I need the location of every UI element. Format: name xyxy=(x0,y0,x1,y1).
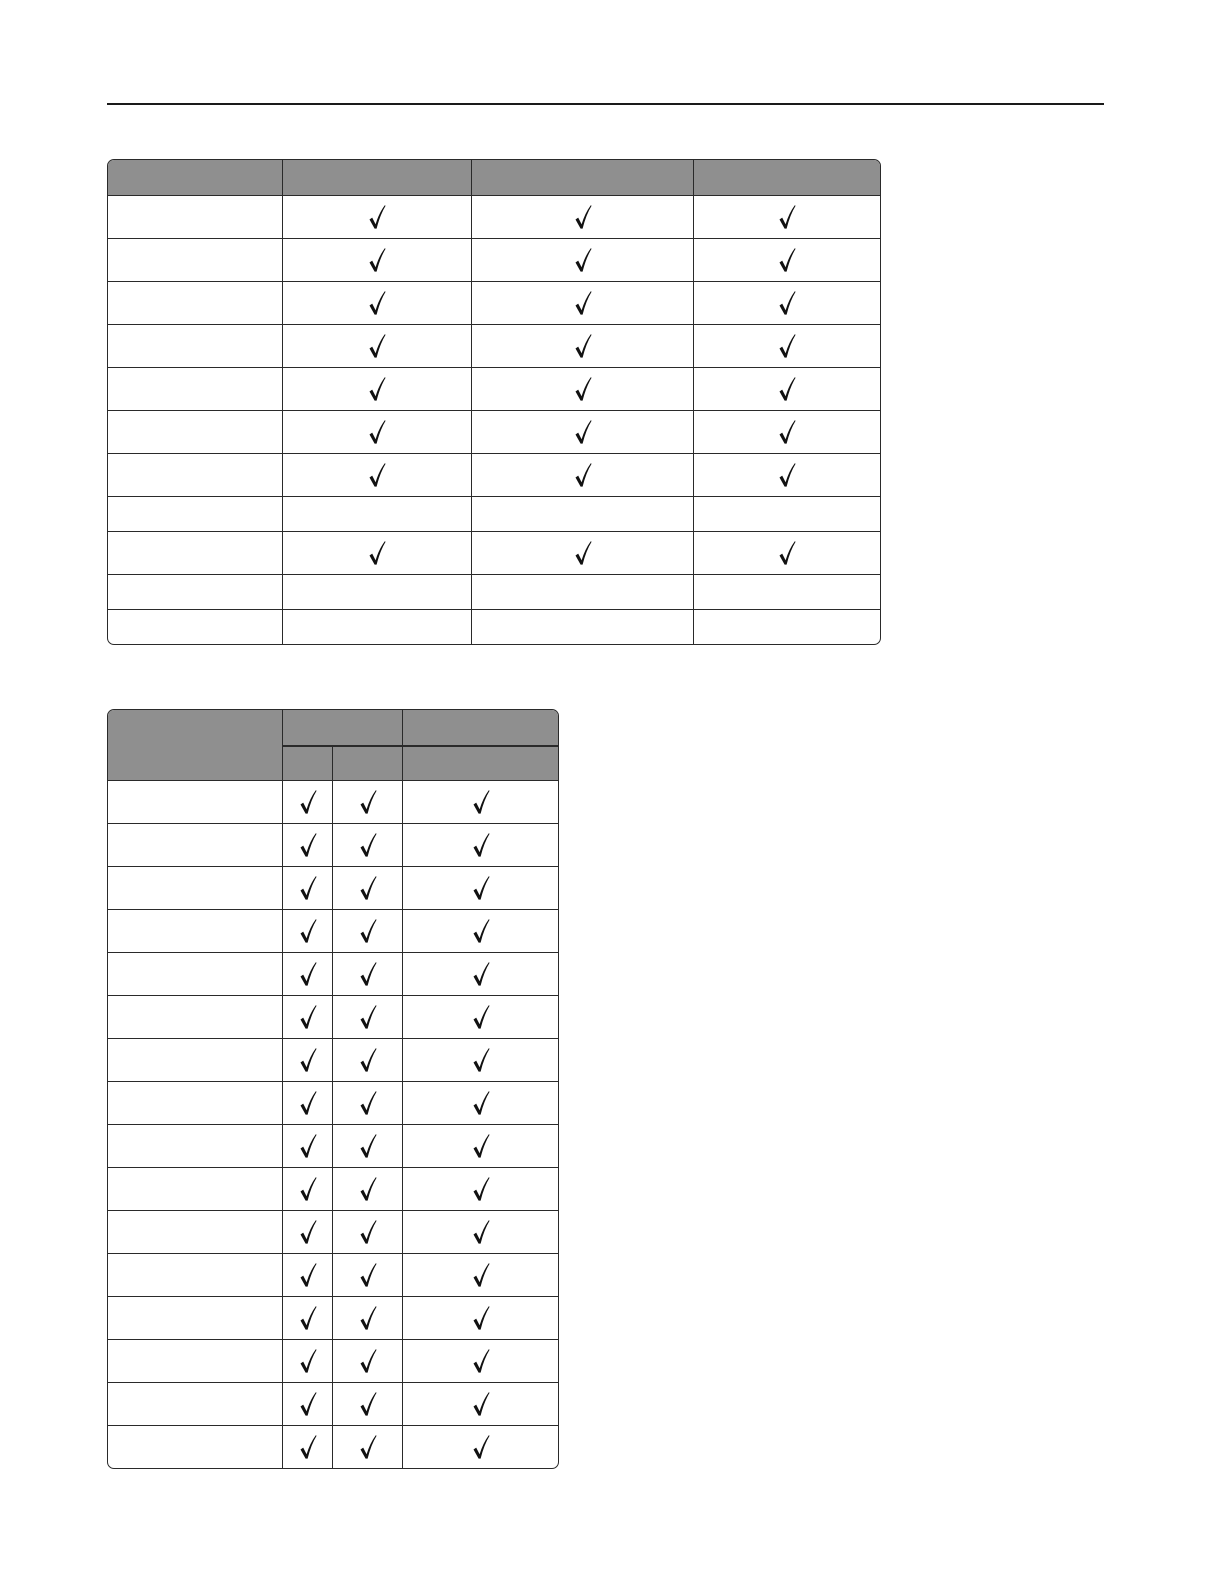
check-mark-icon xyxy=(299,1047,317,1073)
support-cell xyxy=(333,1253,403,1296)
support-cell xyxy=(283,866,333,909)
table-row xyxy=(108,780,558,823)
support-cell xyxy=(283,952,333,995)
support-table-one xyxy=(107,159,881,645)
support-cell xyxy=(333,1038,403,1081)
support-cell xyxy=(333,780,403,823)
support-cell xyxy=(472,496,694,531)
check-mark-icon xyxy=(472,1219,490,1245)
support-cell xyxy=(472,453,694,496)
check-mark-icon xyxy=(299,1391,317,1417)
row-label xyxy=(108,1339,283,1382)
table-row xyxy=(108,574,880,609)
check-mark-icon xyxy=(472,1004,490,1030)
support-cell xyxy=(403,866,558,909)
row-label xyxy=(108,1210,283,1253)
row-label xyxy=(108,324,283,367)
support-cell xyxy=(333,823,403,866)
support-cell xyxy=(283,1339,333,1382)
row-label xyxy=(108,453,283,496)
check-mark-icon xyxy=(359,1090,377,1116)
check-mark-icon xyxy=(359,961,377,987)
row-label xyxy=(108,866,283,909)
check-mark-icon xyxy=(368,419,386,445)
support-cell xyxy=(694,281,880,324)
table-row xyxy=(108,531,880,574)
row-label xyxy=(108,367,283,410)
support-cell xyxy=(472,281,694,324)
check-mark-icon xyxy=(472,918,490,944)
column-subheader xyxy=(333,745,403,780)
check-mark-icon xyxy=(472,1348,490,1374)
support-cell xyxy=(694,531,880,574)
support-table-two xyxy=(107,709,559,1469)
support-cell xyxy=(283,324,472,367)
table-row xyxy=(108,823,558,866)
check-mark-icon xyxy=(778,204,796,230)
check-mark-icon xyxy=(778,419,796,445)
row-label xyxy=(108,1253,283,1296)
check-mark-icon xyxy=(359,1047,377,1073)
check-mark-icon xyxy=(368,290,386,316)
table-row xyxy=(108,609,880,644)
column-header xyxy=(283,160,472,195)
check-mark-icon xyxy=(299,789,317,815)
support-cell xyxy=(472,410,694,453)
support-cell xyxy=(283,453,472,496)
check-mark-icon xyxy=(472,1047,490,1073)
column-header xyxy=(108,160,283,195)
check-mark-icon xyxy=(574,204,592,230)
table-row xyxy=(108,1081,558,1124)
table-row xyxy=(108,1038,558,1081)
support-cell xyxy=(403,1382,558,1425)
support-cell xyxy=(333,1210,403,1253)
row-label xyxy=(108,780,283,823)
check-mark-icon xyxy=(359,1262,377,1288)
support-cell xyxy=(694,609,880,644)
table-row xyxy=(108,324,880,367)
row-label xyxy=(108,195,283,238)
row-label xyxy=(108,1296,283,1339)
check-mark-icon xyxy=(472,832,490,858)
support-cell xyxy=(283,1296,333,1339)
table-row xyxy=(108,909,558,952)
support-cell xyxy=(403,1425,558,1468)
check-mark-icon xyxy=(359,1176,377,1202)
support-cell xyxy=(333,909,403,952)
row-label xyxy=(108,1124,283,1167)
check-mark-icon xyxy=(472,1176,490,1202)
check-mark-icon xyxy=(472,1434,490,1460)
support-cell xyxy=(283,531,472,574)
row-label xyxy=(108,574,283,609)
check-mark-icon xyxy=(299,832,317,858)
top-rule xyxy=(107,103,1104,105)
row-label xyxy=(108,238,283,281)
table-row xyxy=(108,1382,558,1425)
check-mark-icon xyxy=(359,1133,377,1159)
table-row xyxy=(108,238,880,281)
support-cell xyxy=(403,1339,558,1382)
table-row xyxy=(108,1339,558,1382)
check-mark-icon xyxy=(574,376,592,402)
support-cell xyxy=(403,995,558,1038)
table-row xyxy=(108,1210,558,1253)
check-mark-icon xyxy=(472,961,490,987)
check-mark-icon xyxy=(778,333,796,359)
check-mark-icon xyxy=(574,290,592,316)
table-row xyxy=(108,1167,558,1210)
support-cell xyxy=(694,324,880,367)
support-cell xyxy=(283,238,472,281)
table-header-row xyxy=(108,710,558,745)
support-cell xyxy=(403,1296,558,1339)
support-cell xyxy=(694,410,880,453)
support-cell xyxy=(283,1167,333,1210)
check-mark-icon xyxy=(472,789,490,815)
check-mark-icon xyxy=(359,1305,377,1331)
support-cell xyxy=(283,574,472,609)
support-cell xyxy=(472,324,694,367)
support-cell xyxy=(472,609,694,644)
table-header-row xyxy=(108,160,880,195)
table-row xyxy=(108,1296,558,1339)
support-cell xyxy=(283,780,333,823)
support-cell xyxy=(283,995,333,1038)
check-mark-icon xyxy=(574,419,592,445)
check-mark-icon xyxy=(778,376,796,402)
table-row xyxy=(108,496,880,531)
table-row xyxy=(108,995,558,1038)
check-mark-icon xyxy=(574,540,592,566)
support-cell xyxy=(403,823,558,866)
support-cell xyxy=(333,1339,403,1382)
check-mark-icon xyxy=(359,918,377,944)
support-cell xyxy=(283,195,472,238)
support-cell xyxy=(403,1038,558,1081)
support-cell xyxy=(283,1210,333,1253)
check-mark-icon xyxy=(472,1305,490,1331)
check-mark-icon xyxy=(299,1176,317,1202)
column-subheader xyxy=(283,745,333,780)
row-label xyxy=(108,1081,283,1124)
support-cell xyxy=(403,909,558,952)
check-mark-icon xyxy=(359,789,377,815)
check-mark-icon xyxy=(472,1262,490,1288)
row-label xyxy=(108,496,283,531)
row-label xyxy=(108,995,283,1038)
check-mark-icon xyxy=(359,1391,377,1417)
support-cell xyxy=(694,367,880,410)
table-row xyxy=(108,1253,558,1296)
support-cell xyxy=(283,496,472,531)
support-cell xyxy=(283,367,472,410)
check-mark-icon xyxy=(299,1305,317,1331)
row-label xyxy=(108,1038,283,1081)
check-mark-icon xyxy=(368,540,386,566)
check-mark-icon xyxy=(299,1348,317,1374)
check-mark-icon xyxy=(778,462,796,488)
support-cell xyxy=(403,780,558,823)
column-header xyxy=(472,160,694,195)
support-cell xyxy=(283,1124,333,1167)
support-cell xyxy=(283,823,333,866)
check-mark-icon xyxy=(299,918,317,944)
check-mark-icon xyxy=(472,1133,490,1159)
row-label xyxy=(108,1382,283,1425)
support-cell xyxy=(333,1425,403,1468)
support-cell xyxy=(333,952,403,995)
check-mark-icon xyxy=(359,1434,377,1460)
support-cell xyxy=(283,410,472,453)
column-header xyxy=(108,710,283,780)
check-mark-icon xyxy=(574,247,592,273)
support-cell xyxy=(403,1253,558,1296)
support-cell xyxy=(403,1081,558,1124)
check-mark-icon xyxy=(472,875,490,901)
check-mark-icon xyxy=(299,1090,317,1116)
row-label xyxy=(108,823,283,866)
support-cell xyxy=(283,1253,333,1296)
support-cell xyxy=(333,1382,403,1425)
support-cell xyxy=(283,1081,333,1124)
support-cell xyxy=(694,496,880,531)
check-mark-icon xyxy=(299,1434,317,1460)
check-mark-icon xyxy=(359,1219,377,1245)
table-row xyxy=(108,410,880,453)
support-cell xyxy=(283,1425,333,1468)
check-mark-icon xyxy=(299,1262,317,1288)
support-cell xyxy=(333,1124,403,1167)
row-label xyxy=(108,1425,283,1468)
row-label xyxy=(108,410,283,453)
check-mark-icon xyxy=(359,875,377,901)
check-mark-icon xyxy=(299,875,317,901)
table-row xyxy=(108,367,880,410)
support-cell xyxy=(472,195,694,238)
check-mark-icon xyxy=(472,1090,490,1116)
table-row xyxy=(108,1425,558,1468)
support-cell xyxy=(403,952,558,995)
check-mark-icon xyxy=(368,204,386,230)
column-group-header xyxy=(283,710,403,745)
check-mark-icon xyxy=(359,832,377,858)
check-mark-icon xyxy=(778,247,796,273)
support-cell xyxy=(283,909,333,952)
support-cell xyxy=(283,1038,333,1081)
check-mark-icon xyxy=(359,1004,377,1030)
table-row xyxy=(108,453,880,496)
support-cell xyxy=(333,1167,403,1210)
check-mark-icon xyxy=(368,462,386,488)
row-label xyxy=(108,609,283,644)
table-row xyxy=(108,952,558,995)
check-mark-icon xyxy=(299,1219,317,1245)
check-mark-icon xyxy=(368,376,386,402)
check-mark-icon xyxy=(472,1391,490,1417)
check-mark-icon xyxy=(778,540,796,566)
support-cell xyxy=(694,238,880,281)
support-cell xyxy=(333,1296,403,1339)
check-mark-icon xyxy=(778,290,796,316)
check-mark-icon xyxy=(368,247,386,273)
support-cell xyxy=(333,1081,403,1124)
support-cell xyxy=(472,238,694,281)
support-cell xyxy=(333,995,403,1038)
check-mark-icon xyxy=(299,961,317,987)
check-mark-icon xyxy=(574,333,592,359)
support-cell xyxy=(283,281,472,324)
check-mark-icon xyxy=(359,1348,377,1374)
check-mark-icon xyxy=(574,462,592,488)
row-label xyxy=(108,952,283,995)
support-cell xyxy=(283,609,472,644)
support-cell xyxy=(403,1124,558,1167)
support-cell xyxy=(472,367,694,410)
support-cell xyxy=(694,574,880,609)
check-mark-icon xyxy=(299,1004,317,1030)
column-group-header xyxy=(403,710,558,745)
row-label xyxy=(108,1167,283,1210)
check-mark-icon xyxy=(368,333,386,359)
column-subheader xyxy=(403,745,558,780)
support-cell xyxy=(694,195,880,238)
support-cell xyxy=(333,866,403,909)
row-label xyxy=(108,531,283,574)
row-label xyxy=(108,909,283,952)
support-cell xyxy=(283,1382,333,1425)
check-mark-icon xyxy=(299,1133,317,1159)
support-cell xyxy=(694,453,880,496)
table-row xyxy=(108,281,880,324)
support-cell xyxy=(403,1167,558,1210)
table-row xyxy=(108,866,558,909)
table-row xyxy=(108,195,880,238)
column-header xyxy=(694,160,880,195)
support-cell xyxy=(472,574,694,609)
table-row xyxy=(108,1124,558,1167)
row-label xyxy=(108,281,283,324)
support-cell xyxy=(403,1210,558,1253)
support-cell xyxy=(472,531,694,574)
